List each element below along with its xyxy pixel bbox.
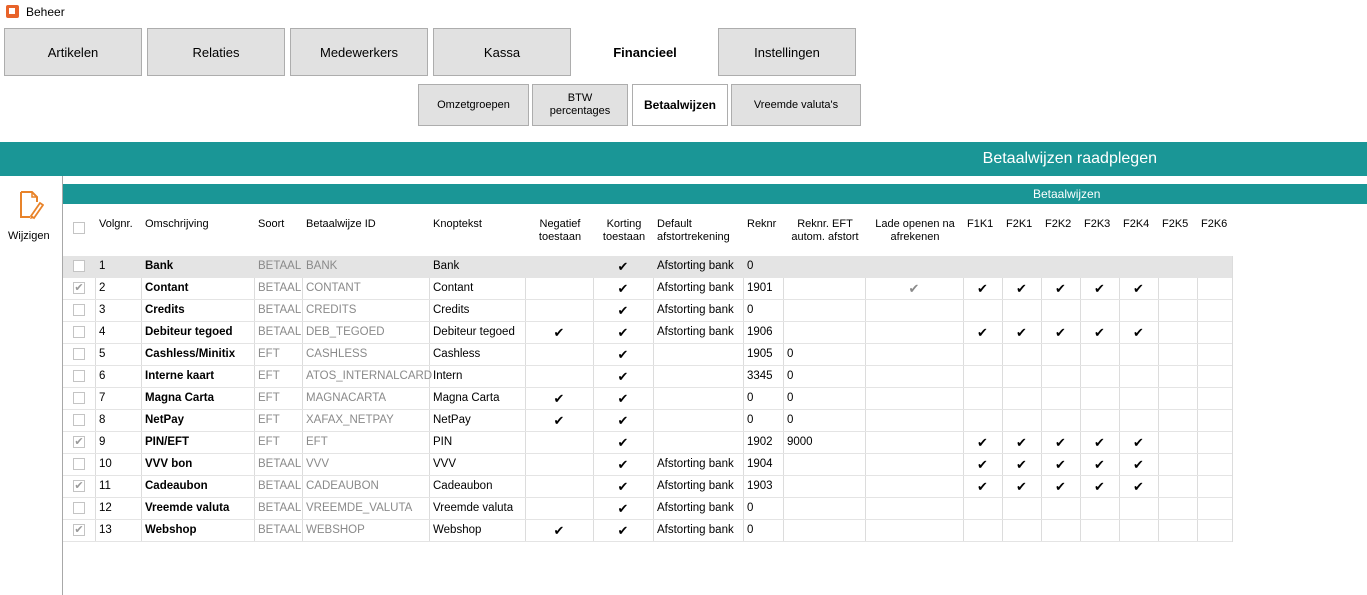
function-key-check-icon: ✔ <box>1133 435 1144 450</box>
cell-soort: BETAAL <box>258 282 302 294</box>
korting-check-icon: ✔ <box>617 413 629 428</box>
cell-omschrijving: Contant <box>145 282 189 294</box>
function-key-check-icon: ✔ <box>1094 435 1105 450</box>
cell-volgnr: 5 <box>99 348 106 360</box>
tab-instellingen[interactable]: Instellingen <box>718 28 856 76</box>
korting-check-icon: ✔ <box>617 479 629 494</box>
cell-knoptekst: Debiteur tegoed <box>433 326 515 338</box>
cell-volgnr: 6 <box>99 370 106 382</box>
cell-omschrijving: Debiteur tegoed <box>145 326 233 338</box>
korting-check-icon: ✔ <box>617 457 629 472</box>
table-row[interactable] <box>63 278 1232 300</box>
cell-volgnr: 12 <box>99 502 112 514</box>
function-key-check-icon: ✔ <box>1055 457 1066 472</box>
cell-omschrijving: Credits <box>145 304 185 316</box>
cell-reknr: 0 <box>747 260 754 272</box>
column-header[interactable]: F2K4 <box>1123 218 1150 230</box>
cell-soort: BETAAL <box>258 260 302 272</box>
cell-omschrijving: Cadeaubon <box>145 480 208 492</box>
function-key-check-icon: ✔ <box>1094 457 1105 472</box>
cell-knoptekst: VVV <box>433 458 457 470</box>
row-checkbox[interactable] <box>73 502 85 514</box>
column-header[interactable]: Knoptekst <box>433 218 482 230</box>
row-checkbox[interactable]: ✔ <box>74 436 84 448</box>
function-key-check-icon: ✔ <box>977 479 988 494</box>
column-divider <box>1232 256 1233 542</box>
function-key-check-icon: ✔ <box>1133 325 1144 340</box>
function-key-check-icon: ✔ <box>1055 479 1066 494</box>
column-header[interactable]: Betaalwijze ID <box>306 218 376 230</box>
function-key-check-icon: ✔ <box>1016 281 1027 296</box>
cell-afstortrekening: Afstorting bank <box>657 326 734 338</box>
cell-reknr-eft: 9000 <box>787 436 813 448</box>
cell-omschrijving: Cashless/Minitix <box>145 348 236 360</box>
cell-soort: BETAAL <box>258 502 302 514</box>
column-header[interactable]: Soort <box>258 218 285 230</box>
column-header[interactable]: Reknr <box>747 218 777 230</box>
cell-reknr: 1904 <box>747 458 773 470</box>
grid-title: Betaalwijzen <box>1033 187 1101 201</box>
korting-check-icon: ✔ <box>617 501 629 516</box>
select-all-checkbox[interactable] <box>73 222 85 234</box>
cell-betaalwijze-id: EFT <box>306 436 328 448</box>
cell-volgnr: 2 <box>99 282 106 294</box>
cell-knoptekst: PIN <box>433 436 453 448</box>
cell-soort: EFT <box>258 436 280 448</box>
cell-omschrijving: VVV bon <box>145 458 193 470</box>
row-checkbox[interactable] <box>73 392 85 404</box>
korting-check-icon: ✔ <box>617 281 629 296</box>
cell-knoptekst: Cadeaubon <box>433 480 493 492</box>
cell-omschrijving: PIN/EFT <box>145 436 190 448</box>
cell-betaalwijze-id: CADEAUBON <box>306 480 379 492</box>
negatief-check-icon: ✔ <box>553 523 565 538</box>
table-row[interactable] <box>63 344 1232 366</box>
negatief-check-icon: ✔ <box>553 391 565 406</box>
subtab-omzetgroepen[interactable]: Omzetgroepen <box>418 84 529 126</box>
cell-betaalwijze-id: VREEMDE_VALUTA <box>306 502 413 514</box>
cell-afstortrekening: Afstorting bank <box>657 304 734 316</box>
edit-button-label[interactable]: Wijzigen <box>8 230 50 242</box>
function-key-check-icon: ✔ <box>1055 325 1066 340</box>
tab-artikelen[interactable]: Artikelen <box>4 28 142 76</box>
korting-check-icon: ✔ <box>617 303 629 318</box>
tab-financieel[interactable]: Financieel <box>576 28 714 76</box>
cell-soort: EFT <box>258 392 280 404</box>
cell-knoptekst: Intern <box>433 370 463 382</box>
cell-soort: BETAAL <box>258 304 302 316</box>
column-header[interactable]: Korting toestaan <box>602 218 646 243</box>
row-checkbox[interactable]: ✔ <box>74 282 84 294</box>
cell-omschrijving: Interne kaart <box>145 370 215 382</box>
column-header[interactable]: Default afstortrekening <box>657 218 730 243</box>
function-key-check-icon: ✔ <box>1016 325 1027 340</box>
cell-betaalwijze-id: CREDITS <box>306 304 357 316</box>
column-header[interactable]: Reknr. EFT autom. afstort <box>791 218 859 243</box>
function-key-check-icon: ✔ <box>1094 325 1105 340</box>
function-key-check-icon: ✔ <box>1094 479 1105 494</box>
cell-volgnr: 8 <box>99 414 106 426</box>
korting-check-icon: ✔ <box>617 347 629 362</box>
table-row[interactable] <box>63 388 1232 410</box>
cell-soort: BETAAL <box>258 480 302 492</box>
column-header[interactable]: F2K6 <box>1201 218 1228 230</box>
korting-check-icon: ✔ <box>617 325 629 340</box>
column-header[interactable]: F2K2 <box>1045 218 1072 230</box>
cell-reknr: 1906 <box>747 326 773 338</box>
cell-betaalwijze-id: CONTANT <box>306 282 361 294</box>
cell-volgnr: 9 <box>99 436 106 448</box>
cell-reknr: 1903 <box>747 480 773 492</box>
cell-volgnr: 10 <box>99 458 112 470</box>
cell-betaalwijze-id: WEBSHOP <box>306 524 365 536</box>
column-header[interactable]: Omschrijving <box>145 218 209 230</box>
function-key-check-icon: ✔ <box>1016 479 1027 494</box>
cell-volgnr: 4 <box>99 326 106 338</box>
cell-knoptekst: NetPay <box>433 414 471 426</box>
function-key-check-icon: ✔ <box>977 325 988 340</box>
table-row[interactable] <box>63 432 1232 454</box>
row-checkbox[interactable] <box>73 458 85 470</box>
page-title: Betaalwijzen raadplegen <box>982 150 1157 167</box>
cell-betaalwijze-id: MAGNACARTA <box>306 392 387 404</box>
cell-soort: BETAAL <box>258 326 302 338</box>
cell-omschrijving: Bank <box>145 260 174 272</box>
cell-reknr-eft: 0 <box>787 370 794 382</box>
function-key-check-icon: ✔ <box>1016 457 1027 472</box>
table-row[interactable] <box>63 498 1232 520</box>
cell-volgnr: 13 <box>99 524 112 536</box>
cell-betaalwijze-id: ATOS_INTERNALCARD <box>306 370 433 382</box>
cell-afstortrekening: Afstorting bank <box>657 458 734 470</box>
tab-medewerkers[interactable]: Medewerkers <box>290 28 428 76</box>
cell-betaalwijze-id: VVV <box>306 458 330 470</box>
korting-check-icon: ✔ <box>617 523 629 538</box>
table-row[interactable] <box>63 476 1232 498</box>
negatief-check-icon: ✔ <box>553 325 565 340</box>
cell-reknr-eft: 0 <box>787 348 794 360</box>
table-row[interactable] <box>63 454 1232 476</box>
cell-soort: EFT <box>258 348 280 360</box>
cell-reknr: 0 <box>747 502 754 514</box>
tab-kassa[interactable]: Kassa <box>433 28 571 76</box>
cell-omschrijving: Magna Carta <box>145 392 215 404</box>
table-row[interactable] <box>63 410 1232 432</box>
cell-soort: EFT <box>258 414 280 426</box>
table-row[interactable] <box>63 366 1232 388</box>
row-checkbox[interactable]: ✔ <box>74 524 84 536</box>
cell-knoptekst: Bank <box>433 260 460 272</box>
subtab-btw-percentages[interactable]: BTW percentages <box>532 84 628 126</box>
cell-knoptekst: Webshop <box>433 524 482 536</box>
column-header[interactable]: F2K3 <box>1084 218 1111 230</box>
cell-afstortrekening: Afstorting bank <box>657 282 734 294</box>
table-row[interactable] <box>63 256 1232 278</box>
grid-title-bar <box>63 184 1367 204</box>
lade-check-icon: ✔ <box>908 281 920 296</box>
row-checkbox[interactable]: ✔ <box>74 480 84 492</box>
table-row[interactable] <box>63 322 1232 344</box>
row-checkbox[interactable] <box>73 326 85 338</box>
cell-soort: BETAAL <box>258 524 302 536</box>
column-header[interactable]: Negatief toestaan <box>538 218 582 243</box>
row-checkbox[interactable] <box>73 414 85 426</box>
cell-volgnr: 1 <box>99 260 106 272</box>
tab-relaties[interactable]: Relaties <box>147 28 285 76</box>
table-row[interactable] <box>63 520 1232 542</box>
edit-icon[interactable] <box>18 190 44 220</box>
cell-volgnr: 7 <box>99 392 106 404</box>
cell-volgnr: 11 <box>99 480 111 492</box>
cell-afstortrekening: Afstorting bank <box>657 480 734 492</box>
cell-soort: EFT <box>258 370 280 382</box>
column-header[interactable]: Lade openen na afrekenen <box>875 218 955 243</box>
column-header[interactable]: F1K1 <box>967 218 994 230</box>
cell-reknr-eft: 0 <box>787 414 794 426</box>
cell-omschrijving: NetPay <box>145 414 184 426</box>
function-key-check-icon: ✔ <box>1094 281 1105 296</box>
window-title: Beheer <box>26 5 65 19</box>
cell-reknr: 0 <box>747 414 754 426</box>
cell-reknr-eft: 0 <box>787 392 794 404</box>
column-header[interactable]: F2K5 <box>1162 218 1189 230</box>
table-row[interactable] <box>63 300 1232 322</box>
cell-reknr: 0 <box>747 524 754 536</box>
function-key-check-icon: ✔ <box>977 457 988 472</box>
cell-knoptekst: Vreemde valuta <box>433 502 514 514</box>
function-key-check-icon: ✔ <box>1133 457 1144 472</box>
table-header-row <box>63 204 1232 256</box>
cell-betaalwijze-id: BANK <box>306 260 338 272</box>
cell-knoptekst: Credits <box>433 304 470 316</box>
cell-betaalwijze-id: CASHLESS <box>306 348 368 360</box>
korting-check-icon: ✔ <box>617 391 629 406</box>
column-header[interactable]: Volgnr. <box>99 218 133 230</box>
cell-reknr: 1902 <box>747 436 773 448</box>
row-checkbox[interactable] <box>73 260 85 272</box>
cell-reknr: 1901 <box>747 282 773 294</box>
app-icon <box>6 5 19 18</box>
cell-betaalwijze-id: DEB_TEGOED <box>306 326 385 338</box>
korting-check-icon: ✔ <box>617 369 629 384</box>
left-toolbar <box>0 176 63 595</box>
function-key-check-icon: ✔ <box>1133 281 1144 296</box>
function-key-check-icon: ✔ <box>1016 435 1027 450</box>
row-checkbox[interactable] <box>73 370 85 382</box>
negatief-check-icon: ✔ <box>553 413 565 428</box>
row-checkbox[interactable] <box>73 348 85 360</box>
cell-reknr: 1905 <box>747 348 773 360</box>
cell-afstortrekening: Afstorting bank <box>657 502 734 514</box>
cell-knoptekst: Cashless <box>433 348 481 360</box>
cell-knoptekst: Contant <box>433 282 474 294</box>
subtab-vreemde-valutas[interactable]: Vreemde valuta's <box>731 84 861 126</box>
page-header <box>0 142 1367 176</box>
function-key-check-icon: ✔ <box>1055 435 1066 450</box>
cell-omschrijving: Vreemde valuta <box>145 502 230 514</box>
title-bar <box>0 0 1367 24</box>
cell-knoptekst: Magna Carta <box>433 392 500 404</box>
function-key-check-icon: ✔ <box>1055 281 1066 296</box>
function-key-check-icon: ✔ <box>977 281 988 296</box>
row-checkbox[interactable] <box>73 304 85 316</box>
cell-volgnr: 3 <box>99 304 106 316</box>
korting-check-icon: ✔ <box>617 259 629 274</box>
cell-omschrijving: Webshop <box>145 524 197 536</box>
cell-afstortrekening: Afstorting bank <box>657 260 734 272</box>
function-key-check-icon: ✔ <box>1133 479 1144 494</box>
cell-reknr: 3345 <box>747 370 773 382</box>
cell-reknr: 0 <box>747 304 754 316</box>
cell-reknr: 0 <box>747 392 754 404</box>
function-key-check-icon: ✔ <box>977 435 988 450</box>
cell-soort: BETAAL <box>258 458 302 470</box>
korting-check-icon: ✔ <box>617 435 629 450</box>
cell-betaalwijze-id: XAFAX_NETPAY <box>306 414 394 426</box>
subtab-betaalwijzen[interactable]: Betaalwijzen <box>632 84 728 126</box>
cell-afstortrekening: Afstorting bank <box>657 524 734 536</box>
column-header[interactable]: F2K1 <box>1006 218 1033 230</box>
